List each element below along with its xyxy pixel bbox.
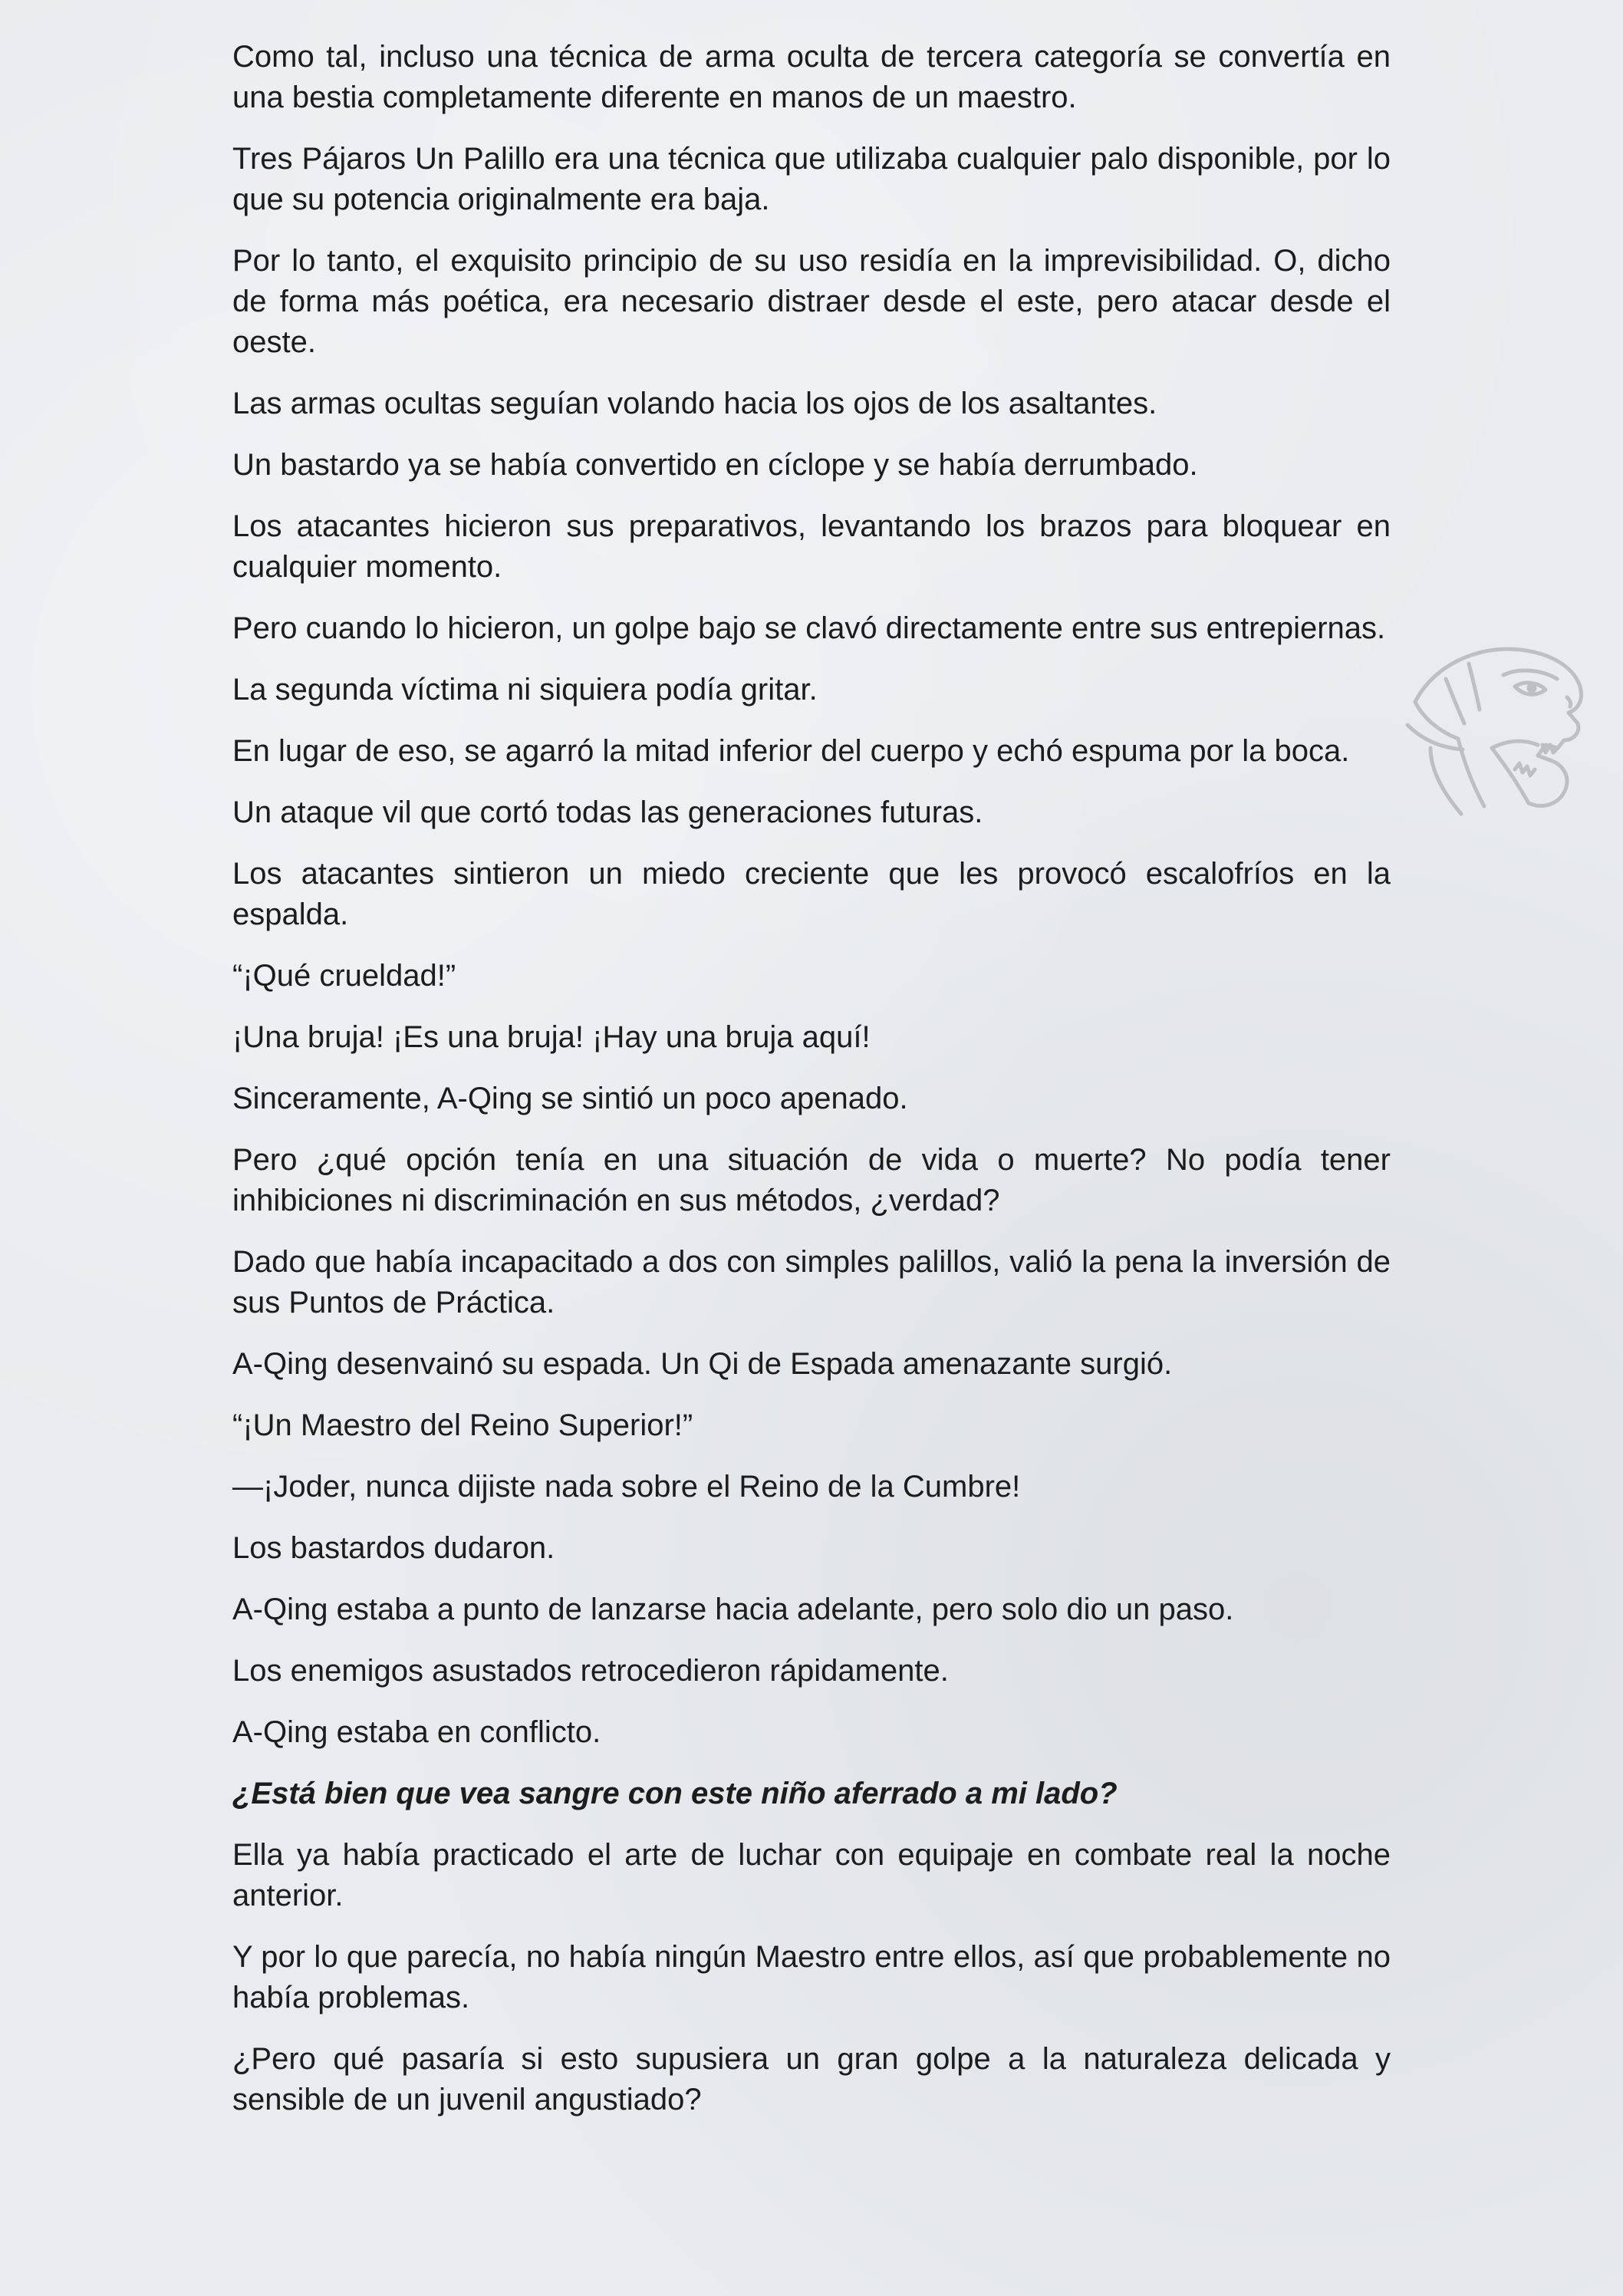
dialogue-line-2: ¡Una bruja! ¡Es una bruja! ¡Hay una bruja aquí!: [232, 1020, 871, 1054]
paragraph-4: Las armas ocultas seguían volando hacia los ojos de los asaltantes.: [232, 387, 1157, 420]
dialogue-line-4: —¡Joder, nunca dijiste nada sobre el Reino de la Cumbre!: [232, 1470, 1021, 1504]
paragraph-26: Y por lo que parecía, no había ningún Maestro entre ellos, así que probablemente no había problemas.: [232, 1940, 1391, 2014]
paragraph-20: Los bastardos dudaron.: [232, 1531, 555, 1565]
dinosaur-head-icon: [1400, 633, 1588, 828]
paragraph-9: En lugar de eso, se agarró la mitad inferior del cuerpo y echó espuma por la boca.: [232, 734, 1350, 768]
paragraph-25: Ella ya había practicado el arte de luchar con equipaje en combate real la noche anterior.: [232, 1838, 1391, 1912]
paragraph-7: Pero cuando lo hicieron, un golpe bajo se clavó directamente entre sus entrepiernas.: [232, 611, 1386, 645]
dialogue-line-1: “¡Qué crueldad!”: [232, 959, 456, 993]
paragraph-23: A-Qing estaba en conflicto.: [232, 1715, 601, 1749]
paragraph-21: A-Qing estaba a punto de lanzarse hacia adelante, pero solo dio un paso.: [232, 1593, 1234, 1626]
inner-thought: ¿Está bien que vea sangre con este niño aferrado a mi lado?: [232, 1777, 1118, 1810]
paragraph-27: ¿Pero qué pasaría si esto supusiera un gran golpe a la naturaleza delicada y sensible de un juvenil angustiado?: [232, 2042, 1391, 2116]
paragraph-14: Sinceramente, A-Qing se sintió un poco apenado.: [232, 1082, 908, 1115]
paragraph-11: Los atacantes sintieron un miedo creciente que les provocó escalofríos en la espalda.: [232, 857, 1391, 931]
paragraph-6: Los atacantes hicieron sus preparativos, levantando los brazos para bloquear en cualquier momento.: [232, 509, 1391, 584]
paragraph-10: Un ataque vil que cortó todas las generaciones futuras.: [232, 796, 983, 829]
paragraph-15: Pero ¿qué opción tenía en una situación de vida o muerte? No podía tener inhibiciones ni discriminación en sus métodos, ¿verdad?: [232, 1143, 1391, 1217]
paragraph-5: Un bastardo ya se había convertido en cíclope y se había derrumbado.: [232, 448, 1198, 482]
paragraph-1: Como tal, incluso una técnica de arma oculta de tercera categoría se convertía en una bestia completamente diferente en manos de un maestro.: [232, 40, 1391, 114]
paragraph-3: Por lo tanto, el exquisito principio de su uso residía en la imprevisibilidad. O, dicho de forma más poética, era necesario distraer desde el este, pero atacar desde el oeste.: [232, 244, 1391, 359]
paragraph-17: A-Qing desenvainó su espada. Un Qi de Espada amenazante surgió.: [232, 1347, 1173, 1381]
paragraph-22: Los enemigos asustados retrocedieron rápidamente.: [232, 1654, 949, 1688]
paragraph-2: Tres Pájaros Un Palillo era una técnica que utilizaba cualquier palo disponible, por lo que su potencia originalmente era baja.: [232, 142, 1391, 216]
document-body: [232, 37, 1391, 2141]
paragraph-16: Dado que había incapacitado a dos con simples palillos, valió la pena la inversión de sus Puntos de Práctica.: [232, 1245, 1391, 1319]
dialogue-line-3: “¡Un Maestro del Reino Superior!”: [232, 1408, 693, 1442]
paragraph-8: La segunda víctima ni siquiera podía gritar.: [232, 673, 818, 707]
